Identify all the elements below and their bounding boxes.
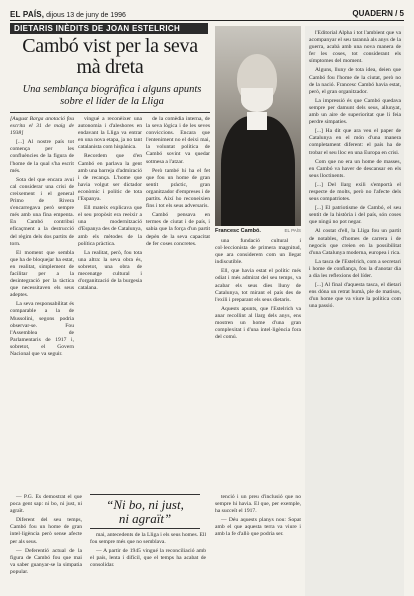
paragraph: Però també hi ha el fet que fou un home de gran sentit pràctic, gran organitzador d'empreses i de partits. Així ho reconeixien fins i tot els seus adversaris. bbox=[146, 167, 210, 210]
photo-body bbox=[221, 116, 295, 226]
paragraph: de la comèdia interna, de la seva lògica i de les seves conviccions. Encara que l'enteniment no el deixi mai, la voluntat política de Cambó sovint va quedar sotmesa a l'atzar. bbox=[146, 116, 210, 165]
headline: Cambó vist per la seva mà dreta bbox=[22, 35, 198, 78]
paragraph: Recordem que d'en Cambó en parlava la gent amb una barreja d'admiració i de recança. L'home que havia volgut ser dictador econòmic i polític de tota l'Espanya. bbox=[78, 153, 142, 203]
photo-beard bbox=[241, 88, 273, 112]
paragraph: La tasca de l'Estelrich, com a secretari i home de confiança, fou la d'anotar dia a dia les reflexions del líder. bbox=[309, 258, 401, 279]
paragraph: Ell mateix explicava que el seu propòsit era reeixir a una modernització d'Espanya des de Catalunya, amb els mètodes de la política pràctica. bbox=[78, 205, 142, 247]
photo-caption-text: Francesc Cambó. bbox=[215, 228, 261, 234]
paragraph: [...] El patriotisme de Cambó, el seu sentit de la història i del país, són coses que ningú no pot negar. bbox=[309, 205, 401, 226]
bottom-column-2 bbox=[90, 532, 206, 590]
header-rule bbox=[10, 20, 404, 21]
paragraph: La impressió és que Cambó quedava sempre per damunt dels seus, allunyat, amb un aire de superioritat que li feia perdre simpaties. bbox=[309, 97, 401, 126]
paragraph: l'Editorial Alpha i tot l'ambient que va acompanyar el seu tarannà als anys de la guerra, acabà amb una nova manera de fer les coses, tot considerant els símptomes del moment. bbox=[309, 30, 401, 65]
paragraph: El moment que sembla que ha de bloquejar ha estat, en realitat, simplement de facilitar per a la desintegració per la tàctica que necessitaven els seus adeptes. bbox=[10, 249, 74, 299]
paragraph: La realitat, però, fou tota una altra: la seva obra és, sobretot, una obra de mecenatge cultural i d'organització de la burgesia catalana. bbox=[78, 249, 142, 292]
paragraph: Cambó pensava en termes de ciutat i de país, i sabia que la força d'un partit depèn de la seva capacitat de fer coses concretes. bbox=[146, 212, 210, 247]
paragraph: La seva responsabilitat és comparable a la de Mussolini, segons podria observar-se. Fou l'Assemblea de Parlamentaris de 1917 i, sobretot, el Govern Nacional que va seguir. bbox=[10, 301, 74, 357]
paragraph: — Déu aquests planys nou: Sopat amb el que aquesta terra va viure i amb la fe d'allò que podria ser. bbox=[215, 517, 301, 538]
paragraph: — P.G. És demostrat el que poca gent sap: ni bo, ni just, ni agraït. bbox=[10, 494, 82, 515]
paragraph: Ell, que havia estat el polític més odiat i més admirat del seu temps, va acabar els seus dies lluny de Catalunya, tot mirant el país des de l'exili i preparant els seus dietaris. bbox=[215, 268, 301, 303]
pullquote-line-1: “Ni bo, ni just, bbox=[106, 497, 184, 512]
pullquote bbox=[84, 498, 206, 526]
intro-note: [August Barga anotació fou escrita el 31 de maig de 1938] bbox=[10, 116, 74, 137]
photo-collar bbox=[247, 112, 267, 130]
kicker: DIETARIS INÈDITS DE JOAN ESTELRICH bbox=[10, 23, 208, 34]
pullquote-line-2: ni agraït” bbox=[118, 511, 172, 526]
page-header bbox=[10, 8, 404, 19]
subhead-rule bbox=[10, 112, 210, 113]
paragraph: Aquests apunts, que l'Estelrich va anar recollint al llarg dels anys, ens mostren un home d'una gran complexitat i d'una intel·ligència fora del comú. bbox=[215, 305, 301, 341]
header-right: QUADERN / 5 bbox=[352, 9, 404, 18]
bottom-column-3 bbox=[215, 494, 301, 590]
paragraph: Sota del que encara avui cal considerar una crisi de creixement i el general Primo de Rivera s'encarregava però sempre més amb una fina empenta. En Cambó contribuí eficaçment a la destrucció del règim dels dos partits de torn. bbox=[10, 176, 74, 247]
paragraph: Diferent del seu temps, Cambó fou un home de gran intel·ligència però sense afecte per als seus. bbox=[10, 517, 82, 545]
paragraph: Alguns, lluny de tota idea, deien que Cambó fou l'home de la ciutat, però no de la nació. Francesc Cambó havia estat, però, el gran organitzador. bbox=[309, 67, 401, 95]
paragraph: mai, antecedents de la Lliga i els seus homes. Ell fou sempre més que no semblava. bbox=[90, 532, 206, 546]
body-column-2 bbox=[78, 116, 142, 491]
paragraph: vingué a reconèixer una autonomia i d'aleshores en endavant la Lliga va entrar en una nova etapa, ja no tant catalanista com hispànica. bbox=[78, 116, 142, 151]
section-name: QUADERN bbox=[352, 9, 393, 18]
photo-credit: EL PAÍS bbox=[284, 228, 301, 233]
pullquote-rule-bottom bbox=[90, 528, 200, 529]
page-number: 5 bbox=[399, 9, 404, 18]
body-column-3 bbox=[146, 116, 210, 491]
paragraph: — Deferentió actual de la figura de Cambó fou que mai va saber guanyar-se la simpatia popular. bbox=[10, 547, 82, 575]
paragraph: [...] Ha dit que ara veu el paper de Catalunya en el món d'una manera completament diferent: el país ha de trobar el seu lloc en una Europa en crisi. bbox=[309, 128, 401, 156]
photo-caption bbox=[215, 228, 301, 234]
paragraph: [...] Al final d'aquesta tasca, el dietari ens dóna un retrat humà, ple de matisos, d'un home que va viure la política com una passió. bbox=[309, 282, 401, 310]
paragraph: Al costat d'ell, la Lliga fou un partit de notables, d'homes de carrera i de negocis que creien en la possibilitat d'una Catalunya moderna, europea i rica. bbox=[309, 228, 401, 256]
paragraph: tenció i un preu d'inclusió que no sempre hi havia. El que, per exemple, ha succeït el 1917. bbox=[215, 494, 301, 515]
issue-date: dijous 13 de juny de 1996 bbox=[46, 12, 126, 19]
paragraph: Com que no era un home de masses, en Cambó va haver de descansar en els seus lloctinents. bbox=[309, 158, 401, 179]
header-left bbox=[10, 10, 126, 19]
body-column-4 bbox=[215, 238, 301, 491]
portrait-photo bbox=[215, 26, 301, 226]
paper-name: EL PAÍS, bbox=[10, 10, 45, 19]
paragraph: [...] Al nostre país tot comença per les confluències de la figura de l'home de la qual s'ha escrit més. bbox=[10, 139, 74, 174]
sidebar-text bbox=[309, 30, 401, 590]
bottom-column-1 bbox=[10, 494, 82, 590]
body-column-1 bbox=[10, 116, 74, 486]
paragraph: — A partir de 1945 vingué la reconciliació amb el país, lenta i difícil, que el temps ha acabat de consolidar. bbox=[90, 548, 206, 569]
paragraph: una fundació cultural i col·leccionista de primera magnitud, que ara considerem com un llegat indiscutible. bbox=[215, 238, 301, 266]
subhead: Una semblança biogràfica i alguns apunts sobre el líder de la Lliga bbox=[22, 84, 202, 107]
pullquote-rule-top bbox=[90, 494, 200, 495]
paragraph: [...] Del llarg exili s'emportà el respecte de molts, però no l'afecte dels seus compatriotes. bbox=[309, 181, 401, 203]
